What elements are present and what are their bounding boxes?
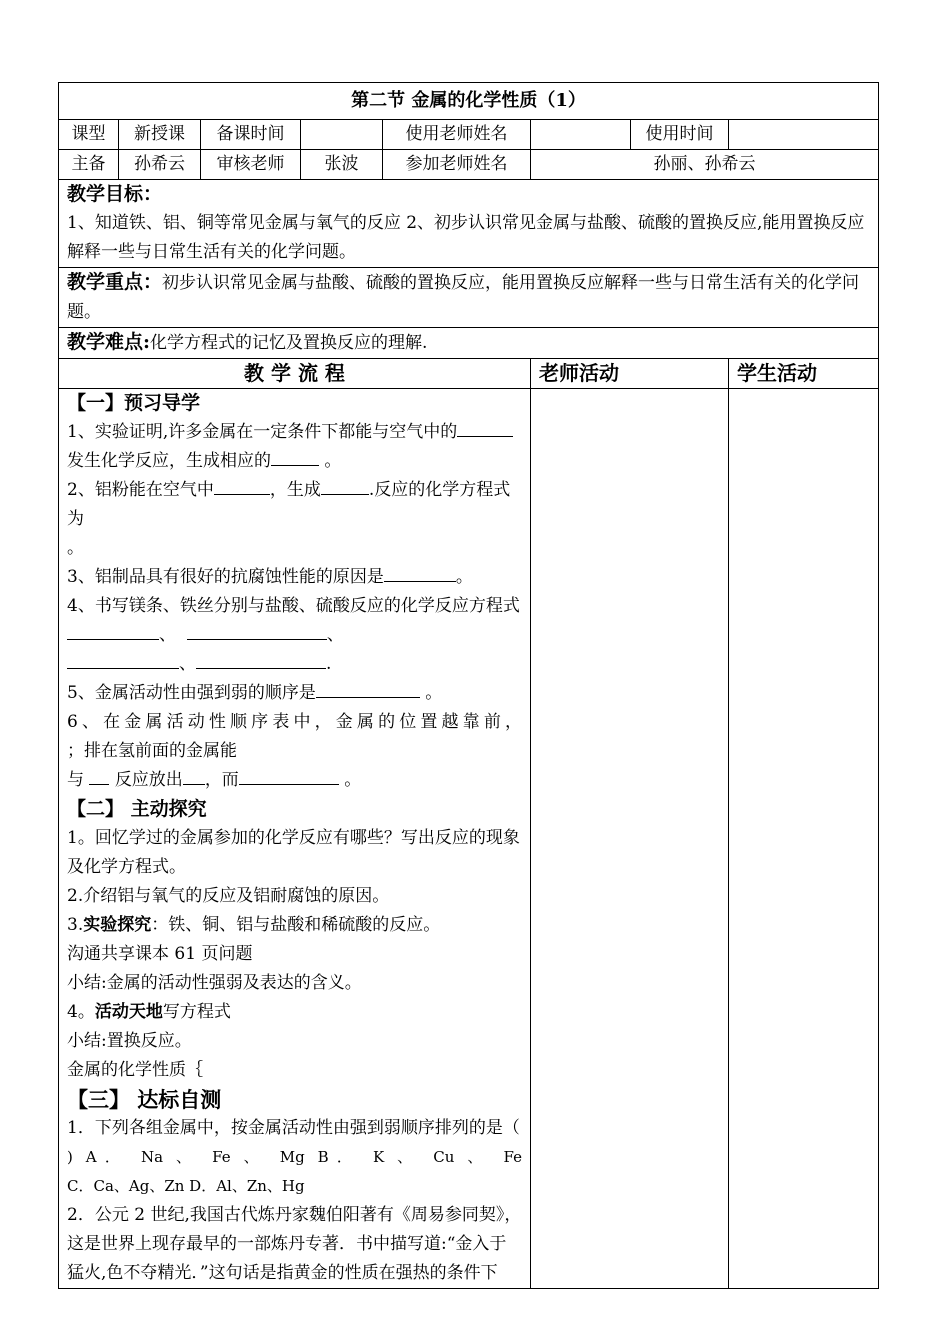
s1-q3-text-a: 3、铝制品具有很好的抗腐蚀性能的原因是 (67, 567, 384, 587)
s1-q2-text-c: .反应的化学方程式为 (67, 480, 511, 529)
s1-q6c (67, 766, 522, 795)
s1-q5-text-a: 5、金属活动性由强到弱的顺序是 (67, 683, 316, 703)
s1-q2-text-a: 2、铝粉能在空气中 (67, 480, 214, 500)
difficulty-text: 化学方程式的记忆及置换反应的理解. (150, 333, 428, 353)
focus-row (59, 268, 879, 328)
section-1-heading: 【一】预习导学 (67, 392, 201, 414)
s1-q1-text-c: 。 (324, 451, 342, 471)
label-course-type: 课型 (59, 120, 119, 150)
s1-q6-text-d: 反应放出 (114, 770, 183, 790)
s2-l6-bold: 活动天地 (94, 1002, 163, 1022)
label-reviewer: 审核老师 (201, 150, 301, 180)
s2-l3-text: ：铁、铜、铝与盐酸和稀硫酸的反应。 (151, 915, 441, 935)
flow-header: 教 学 流 程 (59, 359, 531, 389)
label-teacher-name: 使用老师姓名 (383, 120, 531, 150)
meta-row-2 (59, 150, 879, 180)
lesson-table (58, 82, 879, 1289)
s2-l6-num: 4。 (67, 1002, 95, 1022)
s2-l2: 2.介绍铝与氧气的反应及铝耐腐蚀的原因。 (67, 886, 390, 906)
s1-q2 (67, 476, 522, 534)
teacher-activity-header: 老师活动 (531, 359, 729, 389)
blank-field[interactable] (457, 418, 513, 437)
separator: 、 (326, 625, 344, 645)
teacher-activity-cell (531, 389, 729, 1289)
s2-l3 (67, 911, 522, 940)
s3-q1: 1．下列各组金属中，按金属活动性由强到弱顺序排列的是（ (67, 1118, 520, 1138)
blank-field[interactable] (384, 563, 456, 582)
s1-q6b: ；排在氢前面的金属能 (67, 741, 237, 761)
separator: 、 (179, 654, 196, 674)
blank-field[interactable] (183, 766, 205, 785)
label-use-time: 使用时间 (631, 120, 729, 150)
section-2-heading: 【二】 主动探究 (67, 798, 207, 820)
blank-field[interactable] (321, 476, 369, 495)
s1-q3-text-b: 。 (455, 567, 473, 587)
value-teacher-name (531, 120, 631, 150)
value-main-author: 孙希云 (119, 150, 201, 180)
flow-body-row (59, 389, 879, 1289)
s2-l3-num: 3. (67, 915, 84, 935)
s1-q5 (67, 679, 522, 708)
s1-q4-blanks-1 (67, 621, 522, 650)
s1-q2-text-b: ，生成 (269, 480, 321, 500)
meta-row-1 (59, 120, 879, 150)
s3-q1-options-2: C．Ca、Ag、Zn D．Al、Zn、Hg (67, 1177, 305, 1195)
s1-q6-text-e: ，而 (204, 770, 239, 790)
s1-q1-text-a: 1、实验证明,许多金属在一定条件下都能与空气中的 (67, 422, 458, 442)
s3-q1-options: ) A． Na 、 Fe 、 Mg B． K 、 Cu 、 Fe (67, 1148, 522, 1166)
blank-field[interactable] (187, 621, 327, 640)
s1-q1 (67, 418, 522, 476)
s1-q2-end: 。 (67, 538, 84, 558)
value-course-type: 新授课 (119, 120, 201, 150)
focus-heading: 教学重点： (67, 271, 163, 293)
s2-l5: 小结:金属的活动性强弱及表达的含义。 (67, 973, 362, 993)
blank-field[interactable] (316, 679, 420, 698)
student-activity-cell (729, 389, 879, 1289)
blank-field[interactable] (214, 476, 270, 495)
difficulty-heading: 教学难点: (67, 331, 151, 353)
value-reviewer: 张波 (301, 150, 383, 180)
blank-field[interactable] (271, 447, 319, 466)
s2-l7: 小结:置换反应。 (67, 1031, 192, 1051)
page-title: 第二节 金属的化学性质（1） (59, 83, 879, 120)
label-participants: 参加老师姓名 (383, 150, 531, 180)
s2-l3-bold: 实验探究 (83, 915, 152, 935)
value-use-time (729, 120, 879, 150)
value-participants: 孙丽、孙希云 (531, 150, 879, 180)
separator: 、 (159, 625, 176, 645)
focus-text: 初步认识常见金属与盐酸、硫酸的置换反应，能用置换反应解释一些与日常生活有关的化学问题。 (67, 273, 860, 322)
s2-l6 (67, 998, 522, 1027)
s2-l8: 金属的化学性质｛ (67, 1060, 203, 1080)
s3-q2: 2．公元 2 世纪,我国古代炼丹家魏伯阳著有《周易参同契》，这是世界上现存最早的一部炼丹专著．书中描写道:“金入于猛火,色不夺精光．”这句话是指黄金的性质在强热的条件下 (67, 1205, 522, 1283)
s1-q4-blanks-2 (67, 650, 522, 679)
s1-q3 (67, 563, 522, 592)
s1-q6-text-c: 与 (67, 770, 84, 790)
section-3-heading: 【三】 达标自测 (67, 1087, 222, 1112)
blank-field[interactable] (67, 621, 159, 640)
goals-heading: 教学目标： (67, 183, 163, 205)
separator: . (326, 654, 332, 674)
goals-text: 1、知道铁、铝、铜等常见金属与氧气的反应 2、初步认识常见金属与盐酸、硫酸的置换反应,能用置换反应解释一些与日常生活有关的化学问题。 (67, 213, 865, 262)
s1-q5-text-b: 。 (425, 683, 443, 703)
s1-q1-text-b: 发生化学反应，生成相应的 (67, 451, 271, 471)
blank-field[interactable] (89, 766, 109, 785)
blank-field[interactable] (196, 650, 326, 669)
blank-field[interactable] (239, 766, 339, 785)
goals-row (59, 180, 879, 268)
s1-q6-text-f: 。 (344, 770, 362, 790)
flow-header-row (59, 359, 879, 389)
s2-l1: 1。回忆学过的金属参加的化学反应有哪些？写出反应的现象及化学方程式。 (67, 828, 520, 877)
s1-q4: 4、书写镁条、铁丝分别与盐酸、硫酸反应的化学反应方程式 (67, 596, 520, 616)
blank-field[interactable] (67, 650, 179, 669)
s2-l4: 沟通共享课本 61 页问题 (67, 944, 253, 964)
s1-q6a: 6、在金属活动性顺序表中，金属的位置越靠前， (67, 712, 522, 732)
difficulty-row (59, 328, 879, 359)
label-main-author: 主备 (59, 150, 119, 180)
flow-content (59, 389, 531, 1289)
lesson-plan (58, 82, 878, 1289)
value-prep-time (301, 120, 383, 150)
s2-l6-text: 写方程式 (162, 1002, 231, 1022)
label-prep-time: 备课时间 (201, 120, 301, 150)
student-activity-header: 学生活动 (729, 359, 879, 389)
